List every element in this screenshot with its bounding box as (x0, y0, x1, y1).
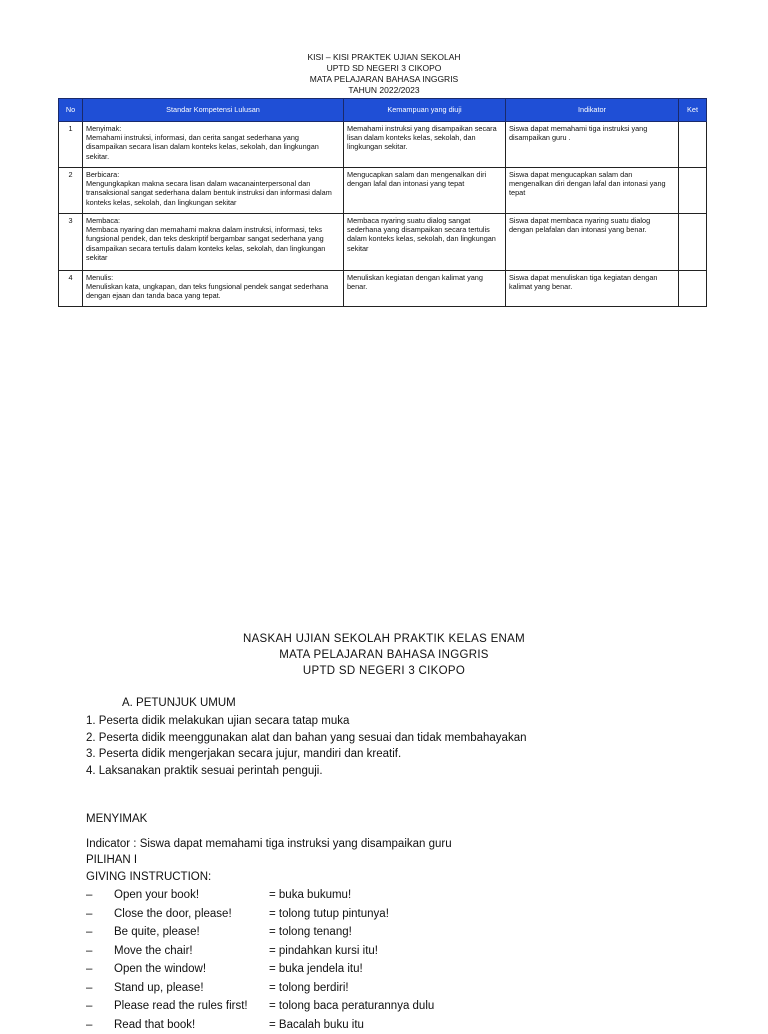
kisi-table (58, 98, 707, 307)
dash-bullet: – (86, 942, 92, 961)
table-row (59, 122, 707, 168)
cell-indikator: Siswa dapat mengucapkan salam dan mengenalkan diri dengan lafal dan intonasi yang tepat (506, 168, 679, 214)
header-kemampuan: Kemampuan yang diuji (344, 99, 506, 122)
rule-item: 4. Laksanakan praktik sesuai perintah penguji. (86, 763, 527, 780)
cell-ket (679, 214, 707, 271)
cell-skl (83, 168, 344, 214)
menyimak-heading: MENYIMAK (86, 811, 452, 828)
rule-item: 3. Peserta didik mengerjakan secara jujur, mandiri dan kreatif. (86, 746, 527, 763)
cell-skl (83, 122, 344, 168)
instruction-en: Be quite, please! (114, 923, 200, 942)
header-line-1: KISI – KISI PRAKTEK UJIAN SEKOLAH (0, 52, 768, 63)
cell-ket (679, 271, 707, 307)
header-line-4: TAHUN 2022/2023 (0, 85, 768, 96)
skl-body: Memahami instruksi, informasi, dan cerita sangat sederhana yang disampaikan secara lisan dalam konteks kelas, sekolah, dan lingkungan sekitar. (86, 133, 340, 161)
cell-indikator: Siswa dapat menuliskan tiga kegiatan dengan kalimat yang benar. (506, 271, 679, 307)
rule-item: 2. Peserta didik meenggunakan alat dan bahan yang sesuai dan tidak membahayakan (86, 730, 527, 747)
dash-bullet: – (86, 997, 92, 1016)
instruction-id: = tolong tenang! (269, 923, 352, 942)
instruction-id: = pindahkan kursi itu! (269, 942, 378, 961)
skl-body: Mengungkapkan makna secara lisan dalam wacanainterpersonal dan transaksional sangat sederhana dalam bentuk instruksi dan informasi dalam konteks kelas, sekolah, dan lingkungan sekitar (86, 179, 340, 207)
header-no: No (59, 99, 83, 122)
dash-bullet: – (86, 979, 92, 998)
instruction-en: Stand up, please! (114, 979, 204, 998)
dash-bullet: – (86, 960, 92, 979)
cell-indikator: Siswa dapat membaca nyaring suatu dialog dengan pelafalan dan intonasi yang benar. (506, 214, 679, 271)
cell-no: 3 (59, 214, 83, 271)
header-ket: Ket (679, 99, 707, 122)
naskah-title (0, 631, 768, 679)
instruction-id: = Bacalah buku itu (269, 1016, 364, 1034)
rules-list (86, 713, 527, 779)
cell-no: 2 (59, 168, 83, 214)
instruction-en: Read that book! (114, 1016, 195, 1034)
header-skl: Standar Kompetensi Lulusan (83, 99, 344, 122)
cell-kemampuan: Mengucapkan salam dan mengenalkan diri dengan lafal dan intonasi yang tepat (344, 168, 506, 214)
instruction-id: = tolong berdiri! (269, 979, 349, 998)
skl-title: Berbicara: (86, 170, 340, 179)
dash-bullet: – (86, 905, 92, 924)
cell-kemampuan: Membaca nyaring suatu dialog sangat sederhana yang disampaikan secara tertulis dalam konteks kelas, sekolah, dan lingkungan sekitar (344, 214, 506, 271)
instruction-en: Open the window! (114, 960, 206, 979)
instruction-en: Open your book! (114, 886, 199, 905)
header-line-2: UPTD SD NEGERI 3 CIKOPO (0, 63, 768, 74)
skl-title: Menulis: (86, 273, 340, 282)
instruction-id: = buka jendela itu! (269, 960, 363, 979)
instruction-id: = tolong baca peraturannya dulu (269, 997, 434, 1016)
cell-ket (679, 122, 707, 168)
instruction-id: = buka bukumu! (269, 886, 351, 905)
dash-bullet: – (86, 923, 92, 942)
instruction-en: Please read the rules first! (114, 997, 248, 1016)
rule-item: 1. Peserta didik melakukan ujian secara tatap muka (86, 713, 527, 730)
instruction-en: Close the door, please! (114, 905, 232, 924)
pilihan-heading: PILIHAN I (86, 852, 452, 869)
skl-title: Menyimak: (86, 124, 340, 133)
cell-no: 4 (59, 271, 83, 307)
cell-skl (83, 214, 344, 271)
giving-instruction-heading: GIVING INSTRUCTION: (86, 869, 452, 886)
naskah-title-line-2: MATA PELAJARAN BAHASA INGGRIS (0, 647, 768, 663)
skl-body: Menuliskan kata, ungkapan, dan teks fungsional pendek sangat sederhana dengan ejaan dan tanda baca yang tepat. (86, 282, 340, 300)
cell-kemampuan: Memahami instruksi yang disampaikan secara lisan dalam konteks kelas, sekolah, dan lingkungan sekitar. (344, 122, 506, 168)
header-line-3: MATA PELAJARAN BAHASA INGGRIS (0, 74, 768, 85)
naskah-title-line-3: UPTD SD NEGERI 3 CIKOPO (0, 663, 768, 679)
instruction-en: Move the chair! (114, 942, 193, 961)
cell-no: 1 (59, 122, 83, 168)
skl-title: Membaca: (86, 216, 340, 225)
header-indikator: Indikator (506, 99, 679, 122)
dash-bullet: – (86, 886, 92, 905)
indikator-text: Indicator : Siswa dapat memahami tiga instruksi yang disampaikan guru (86, 836, 452, 853)
naskah-title-line-1: NASKAH UJIAN SEKOLAH PRAKTIK KELAS ENAM (0, 631, 768, 647)
table-row (59, 271, 707, 307)
section-petunjuk-umum: A. PETUNJUK UMUM (122, 697, 236, 709)
table-row (59, 168, 707, 214)
cell-skl (83, 271, 344, 307)
table-row (59, 214, 707, 271)
skl-body: Membaca nyaring dan memahami makna dalam instruksi, informasi, teks fungsional pendek, dan teks deskriptif bergambar sangat sederhana yang disampaikan secara tertulis dalam konteks kelas, sekolah, dan lingkungan sekitar (86, 225, 340, 262)
dash-bullet: – (86, 1016, 92, 1034)
menyimak-section (86, 811, 452, 885)
cell-indikator: Siswa dapat memahami tiga instruksi yang disampaikan guru . (506, 122, 679, 168)
cell-kemampuan: Menuliskan kegiatan dengan kalimat yang benar. (344, 271, 506, 307)
table-header-row (59, 99, 707, 122)
instruction-id: = tolong tutup pintunya! (269, 905, 389, 924)
document-header (0, 52, 768, 96)
cell-ket (679, 168, 707, 214)
